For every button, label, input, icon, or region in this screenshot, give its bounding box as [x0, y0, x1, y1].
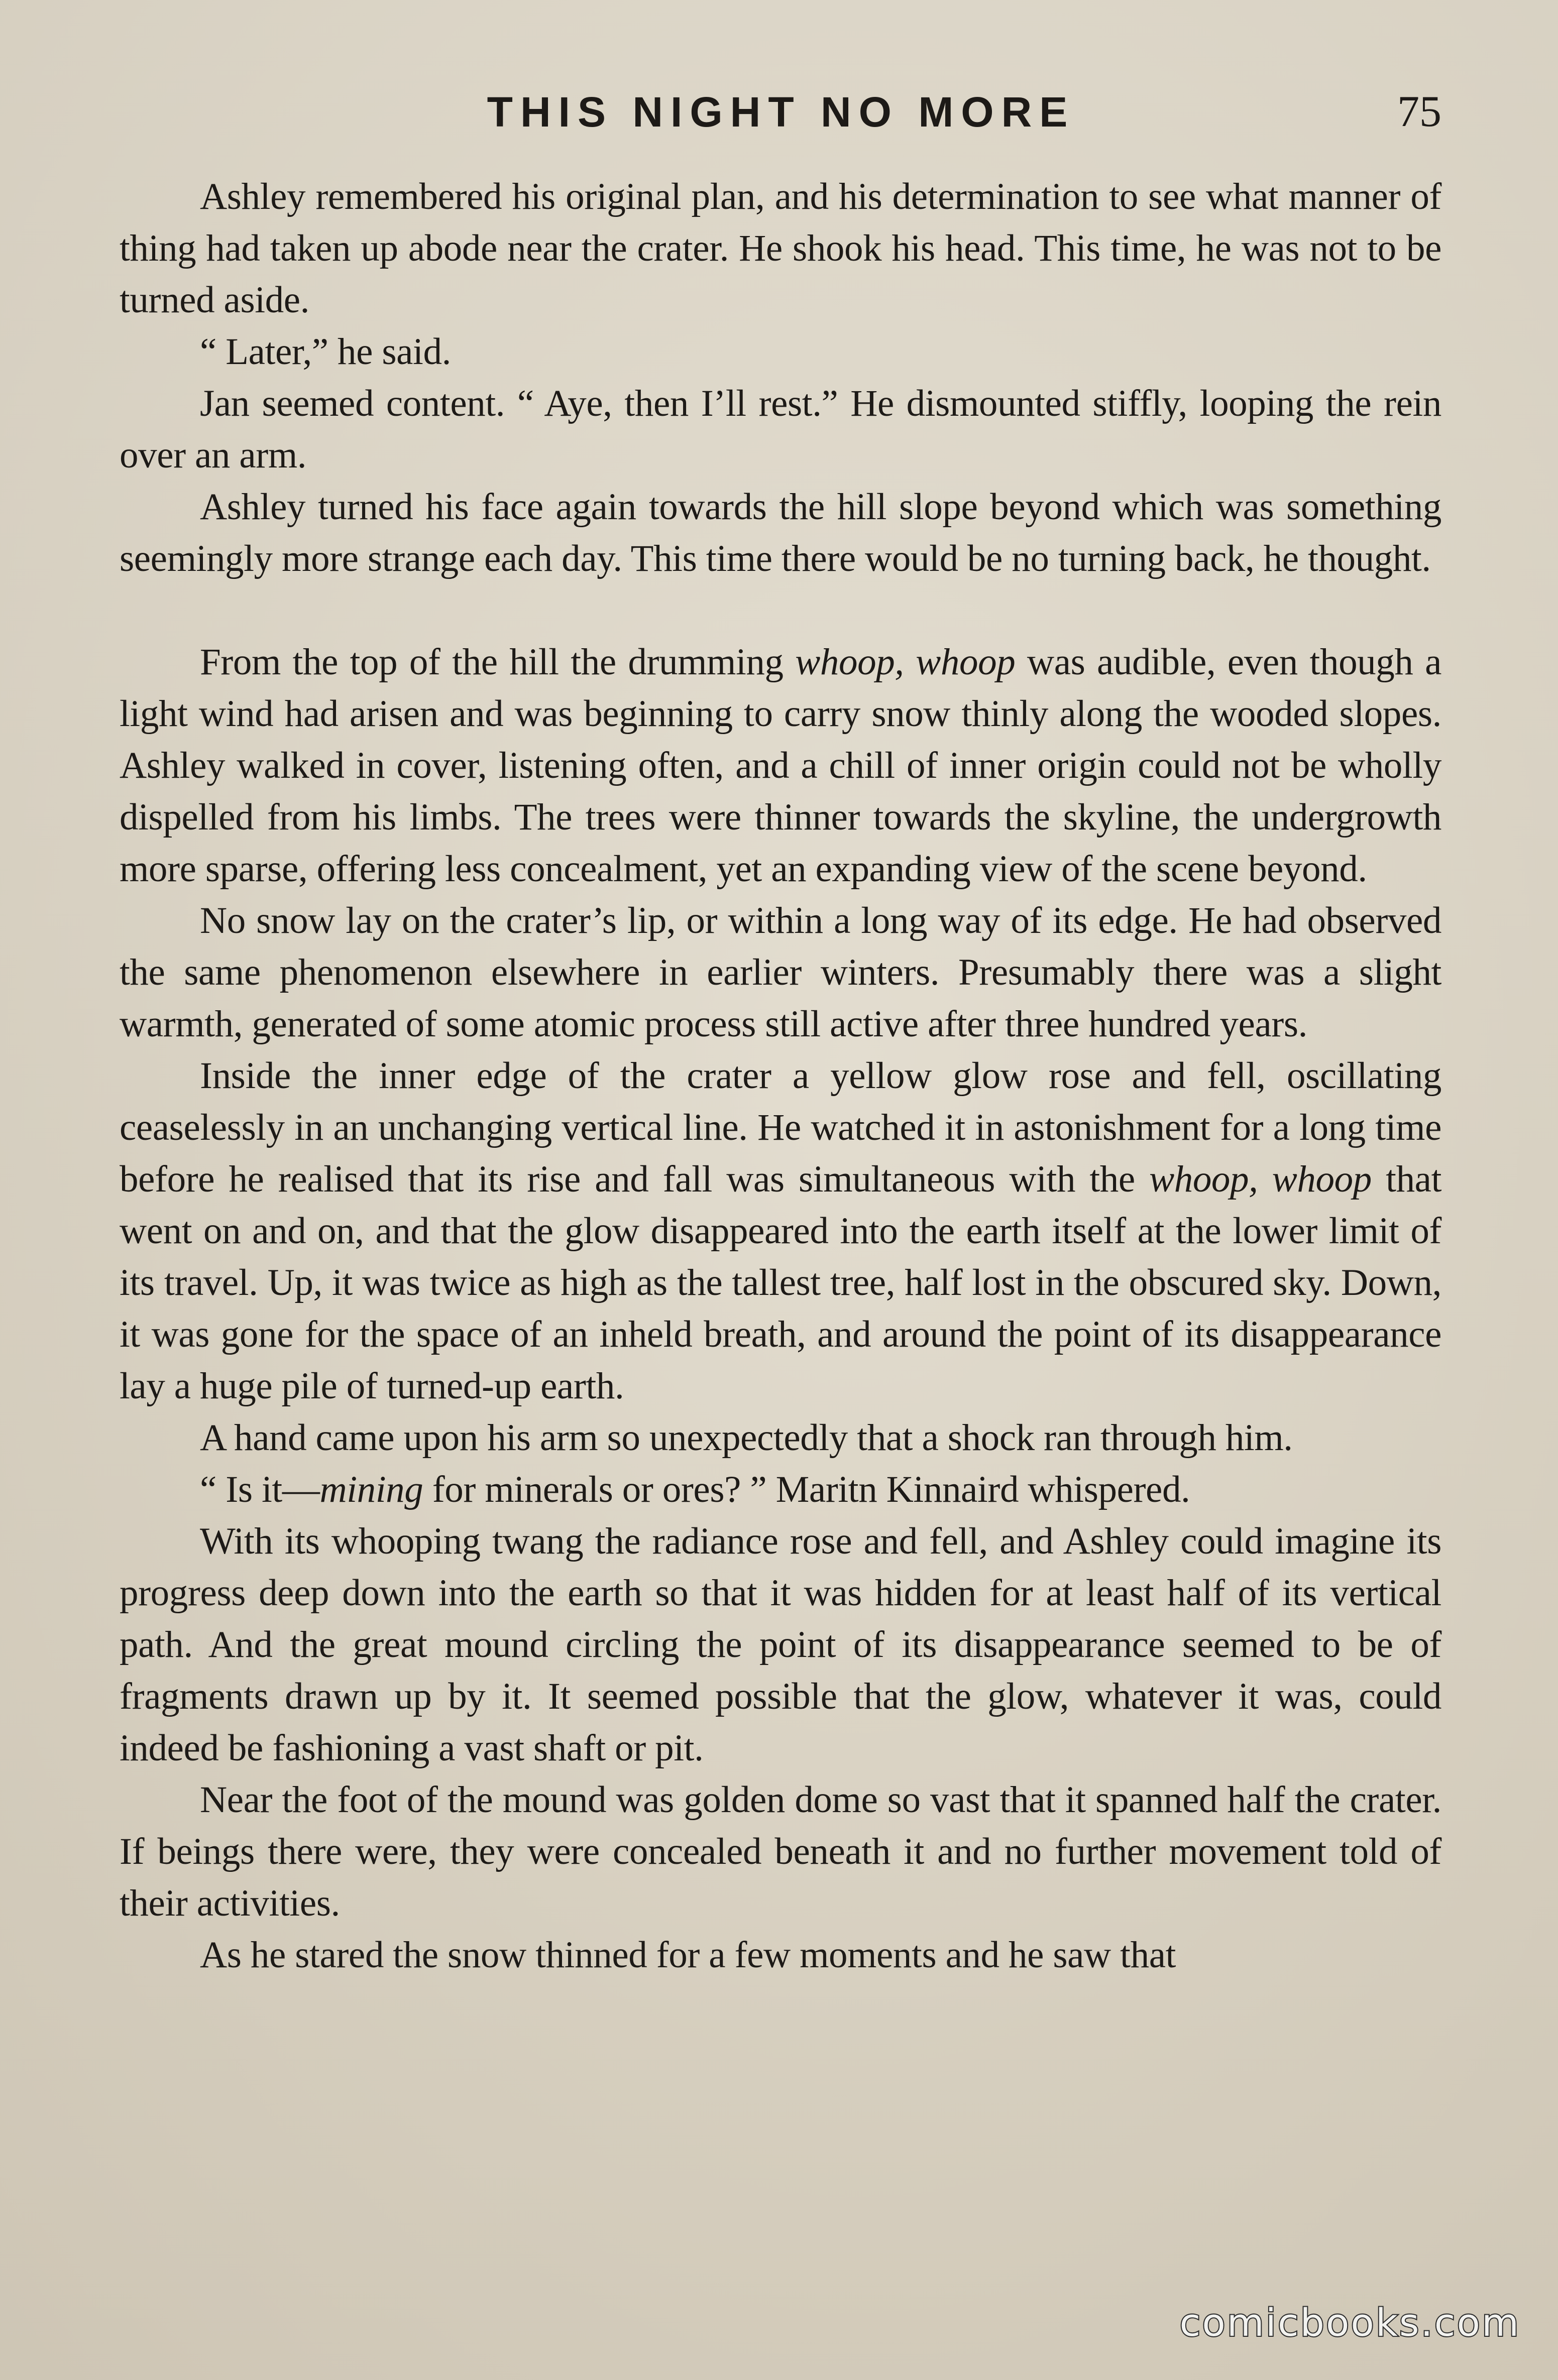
paragraph-8: A hand came upon his arm so unexpectedly that a shock ran through him.: [200, 1417, 1293, 1459]
paragraph-9-part-2: for minerals or ores? ” Maritn Kinnaird whispered.: [423, 1469, 1190, 1510]
body-text: [120, 171, 1441, 1981]
paragraph-5-italic: whoop, whoop: [795, 641, 1016, 683]
paragraph-4: Ashley turned his face again towards the hill slope beyond which was something seemingly more strange each day. This time there would be no turning back, he thought.: [120, 486, 1441, 579]
paragraph-7-part-1: Inside the inner edge of the crater a yellow glow rose and fell, oscillating ceaselessly in an unchanging vertical line. He watched it in astonishment for a long time before he realised that its rise and fall was simultaneous with the: [120, 1055, 1441, 1200]
paragraph-5-part-1: From the top of the hill the drumming: [200, 641, 796, 683]
paragraph-10: With its whooping twang the radiance rose and fell, and Ashley could imagine its progress deep down into the earth so that it was hidden for at least half of its vertical path. And the great mound circling the point of its disappearance seemed to be of fragments drawn up by it. It seemed possible that the glow, whatever it was, could indeed be fashioning a vast shaft or pit.: [120, 1520, 1441, 1769]
paragraph-9-italic: mining: [319, 1469, 423, 1510]
watermark: comicbooks.com: [1179, 2300, 1520, 2345]
paragraph-7-italic: whoop, whoop: [1149, 1158, 1372, 1200]
page-header: [121, 84, 1441, 140]
paragraph-6: No snow lay on the crater’s lip, or within a long way of its edge. He had observed the same phenomenon elsewhere in earlier winters. Presumably there was a slight warmth, generated of some atomic process still active after three hundred years.: [120, 900, 1441, 1045]
running-title: THIS NIGHT NO MORE: [487, 88, 1075, 136]
paragraph-9: [120, 1464, 1441, 1515]
paragraph-7: [120, 1050, 1441, 1412]
paragraph-12: As he stared the snow thinned for a few moments and he saw that: [200, 1934, 1176, 1976]
paragraph-9-part-1: “ Is it—: [200, 1469, 320, 1510]
page-number: 75: [1397, 87, 1441, 136]
paragraph-7-part-2: that went on and on, and that the glow disappeared into the earth itself at the lower limit of its travel. Up, it was twice as high as the tallest tree, half lost in the obscured sky. Down, it was gone for the space of an inheld breath, and around the point of its disappearance lay a huge pile of turned-up earth.: [120, 1158, 1442, 1407]
paragraph-3: Jan seemed content. “ Aye, then I’ll rest.” He dismounted stiffly, looping the rein over an arm.: [120, 383, 1441, 476]
paragraph-5-part-2: was audible, even though a light wind had arisen and was beginning to carry snow thinly along the wooded slopes. Ashley walked in cover, listening often, and a chill of inner origin could not be wholly dispelled from his limbs. The trees were thinner towards the skyline, the undergrowth more sparse, offering less concealment, yet an expanding view of the scene beyond.: [120, 641, 1441, 890]
paragraph-5: [120, 636, 1441, 895]
paragraph-2: “ Later,” he said.: [200, 331, 451, 373]
paragraph-11: Near the foot of the mound was golden dome so vast that it spanned half the crater. If beings there were, they were concealed beneath it and no further movement told of their activities.: [120, 1779, 1441, 1924]
paragraph-1: Ashley remembered his original plan, and his determination to see what manner of thing had taken up abode near the crater. He shook his head. This time, he was not to be turned aside.: [120, 176, 1441, 321]
section-break: [120, 584, 1441, 636]
